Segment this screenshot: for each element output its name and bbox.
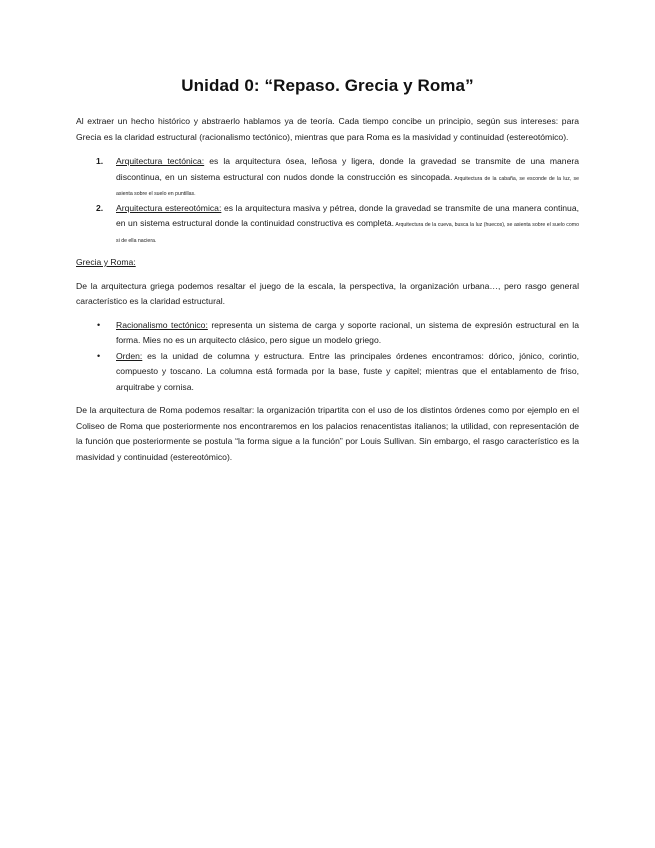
list-item-stereotomic xyxy=(76,201,579,248)
list-item-tectonic xyxy=(76,154,579,201)
term-order: Orden: xyxy=(116,350,143,361)
intro-paragraph: Al extraer un hecho histórico y abstraerlo hablamos ya de teoría. Cada tiempo concibe un principio, según sus intereses: para Grecia es la claridad estructural (racionalismo tectónico), mientras que para Roma es la masividad y continuidad (estereotómico). xyxy=(76,116,579,142)
rome-paragraph: De la arquitectura de Roma podemos resaltar: la organización tripartita con el uso de los distintos órdenes como por ejemplo en el Coliseo de Roma que posteriormente nos encontraremos en los palacios renacentistas italianos; la utilidad, con representación de la función que posteriormente se postula “la forma sigue a la función” por Louis Sullivan. Sin embargo, el rasgo característico es la masividad y continuidad (estereotómico). xyxy=(76,405,579,462)
list-number: 2. xyxy=(96,202,104,213)
definition-text: es la arquitectura masiva y pétrea, donde la gravedad se transmite de una manera continua, en un sistema estructural donde la continuidad constructiva es completa. xyxy=(116,202,579,228)
greek-paragraph: De la arquitectura griega podemos resaltar el juego de la escala, la perspectiva, la organización urbana…, pero rasgo general característico es la claridad estructural. xyxy=(76,280,579,306)
list-item-rationalism xyxy=(76,318,579,349)
definition-text: representa un sistema de carga y soporte racional, un sistema de expresión estructural en la forma. Mies no es un arquitecto clásico, pero sigue un modelo griego. xyxy=(116,319,579,345)
page-title: Unidad 0: “Repaso. Grecia y Roma” xyxy=(181,76,474,95)
section-heading: Grecia y Roma: xyxy=(76,257,136,267)
term-tectonic: Arquitectura tectónica: xyxy=(116,156,205,166)
list-number: 1. xyxy=(96,156,104,166)
greek-concepts-list xyxy=(76,318,579,396)
small-note: Arquitectura de la cueva, busca la luz (huecos), se asienta sobre el suelo como si de ella naciera. xyxy=(116,222,579,244)
bullet-icon: • xyxy=(97,350,101,361)
bullet-icon: • xyxy=(97,319,101,330)
term-rationalism: Racionalismo tectónico: xyxy=(116,319,208,330)
architecture-types-list xyxy=(76,154,579,247)
small-note: Arquitectura de la cabaña, se esconde de la luz, se asienta sobre el suelo en puntillas. xyxy=(116,175,579,197)
definition-text: es la unidad de columna y estructura. Entre las principales órdenes encontramos: dórico, jónico, corintio, compuesto y toscano. La columna está formada por la base, fuste y capitel; mientras que el entablamento de friso, arquitrabe y cornisa. xyxy=(116,350,579,392)
list-item-order xyxy=(76,349,579,396)
definition-text: es la arquitectura ósea, leñosa y ligera, donde la gravedad se transmite de una manera discontinua, en un sistema estructural con nudos donde la construcción es sincopada. xyxy=(116,156,579,182)
term-stereotomic: Arquitectura estereotómica: xyxy=(116,202,222,213)
